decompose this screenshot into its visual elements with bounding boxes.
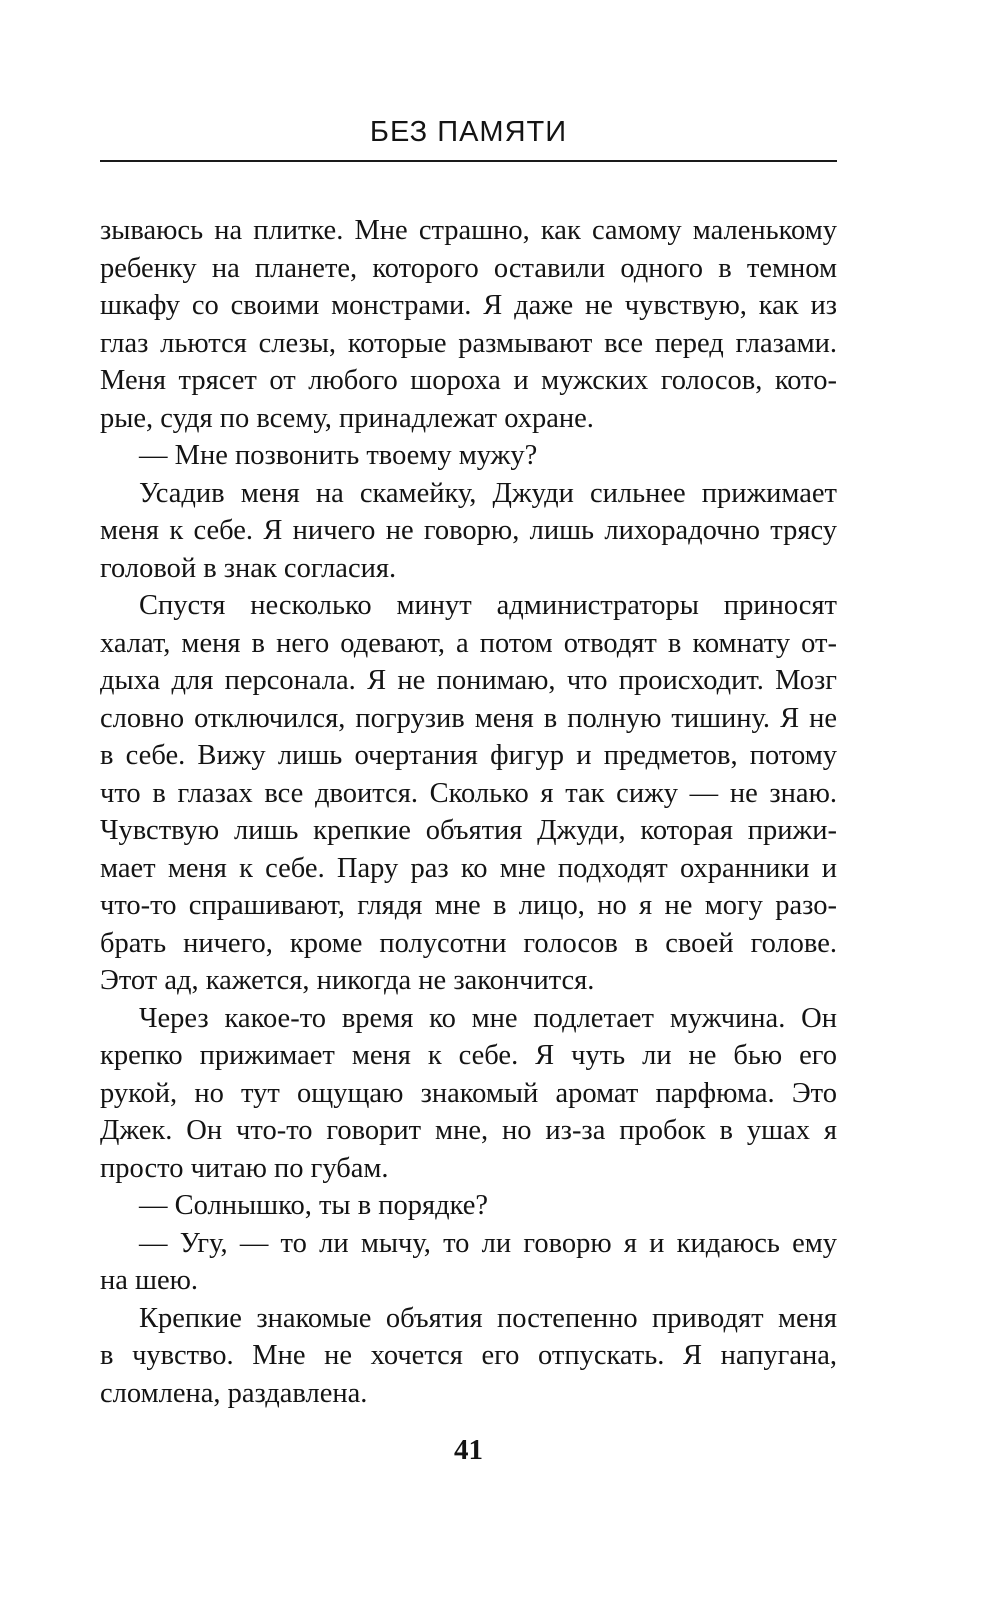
dialogue-line: — Мне позвонить твоему мужу? — [139, 440, 538, 471]
text-line: крепко прижимает меня к себе. Я чуть ли не бью его — [100, 1040, 837, 1071]
body-text — [100, 212, 837, 1412]
text-line: брать ничего, кроме полусотни голосов в своей голове. — [100, 927, 837, 959]
text-line: Спустя несколько минут администраторы приносят — [139, 590, 837, 621]
running-head-title: БЕЗ ПАМЯТИ — [369, 116, 568, 148]
text-line: Этот ад, кажется, никогда не закончится. — [100, 965, 595, 996]
text-line: рые, судя по всему, принадлежат охране. — [100, 402, 594, 434]
text-line: Через какое-то время ко мне подлетает мужчина. Он — [139, 1002, 837, 1034]
text-line: просто читаю по губам. — [100, 1152, 389, 1184]
text-line: что-то спрашивают, глядя мне в лицо, но я не могу разо- — [100, 890, 837, 921]
text-line: меня к себе. Я ничего не говорю, лишь лихорадочно трясу — [100, 515, 837, 546]
page-number: 41 — [454, 1434, 483, 1466]
dialogue-line: — Солнышко, ты в порядке? — [139, 1190, 489, 1221]
text-line: глаз льются слезы, которые размывают все перед глазами. — [100, 327, 837, 359]
text-line: дыха для персонала. Я не понимаю, что происходит. Мозг — [100, 665, 837, 696]
text-line: шкафу со своими монстрами. Я даже не чувствую, как из — [100, 290, 837, 321]
text-line: рукой, но тут ощущаю знакомый аромат парфюма. Это — [100, 1077, 837, 1109]
text-line: Усадив меня на скамейку, Джуди сильнее прижимает — [139, 477, 837, 509]
text-line: словно отключился, погрузив меня в полную тишину. Я не — [100, 702, 837, 734]
text-line: ребенку на планете, которого оставили одного в темном — [100, 252, 837, 284]
text-line: мает меня к себе. Пару раз ко мне подходят охранники и — [100, 852, 837, 884]
text-line: зываюсь на плитке. Мне страшно, как самому маленькому — [100, 215, 837, 246]
text-line: на шею. — [100, 1265, 199, 1296]
text-line: Крепкие знакомые объятия постепенно приводят меня — [139, 1302, 837, 1334]
text-line: в чувство. Мне не хочется его отпускать. Я напугана, — [100, 1340, 837, 1371]
text-line: Джек. Он что-то говорит мне, но из-за пробок в ушах я — [100, 1115, 837, 1146]
text-line: Чувствую лишь крепкие объятия Джуди, которая прижи- — [100, 815, 837, 846]
text-line: головой в знак согласия. — [100, 552, 397, 584]
header-rule — [100, 160, 837, 162]
dialogue-line: — Угу, — то ли мычу, то ли говорю я и кидаюсь ему — [139, 1227, 837, 1259]
text-line: Меня трясет от любого шороха и мужских голосов, кото- — [100, 365, 837, 396]
text-line: что в глазах все двоится. Сколько я так сижу — не знаю. — [100, 777, 837, 809]
text-line: халат, меня в него одевают, а потом отводят в комнату от- — [100, 627, 837, 659]
text-line: в себе. Вижу лишь очертания фигур и предметов, потому — [100, 740, 837, 771]
text-line: сломлена, раздавлена. — [100, 1377, 368, 1409]
